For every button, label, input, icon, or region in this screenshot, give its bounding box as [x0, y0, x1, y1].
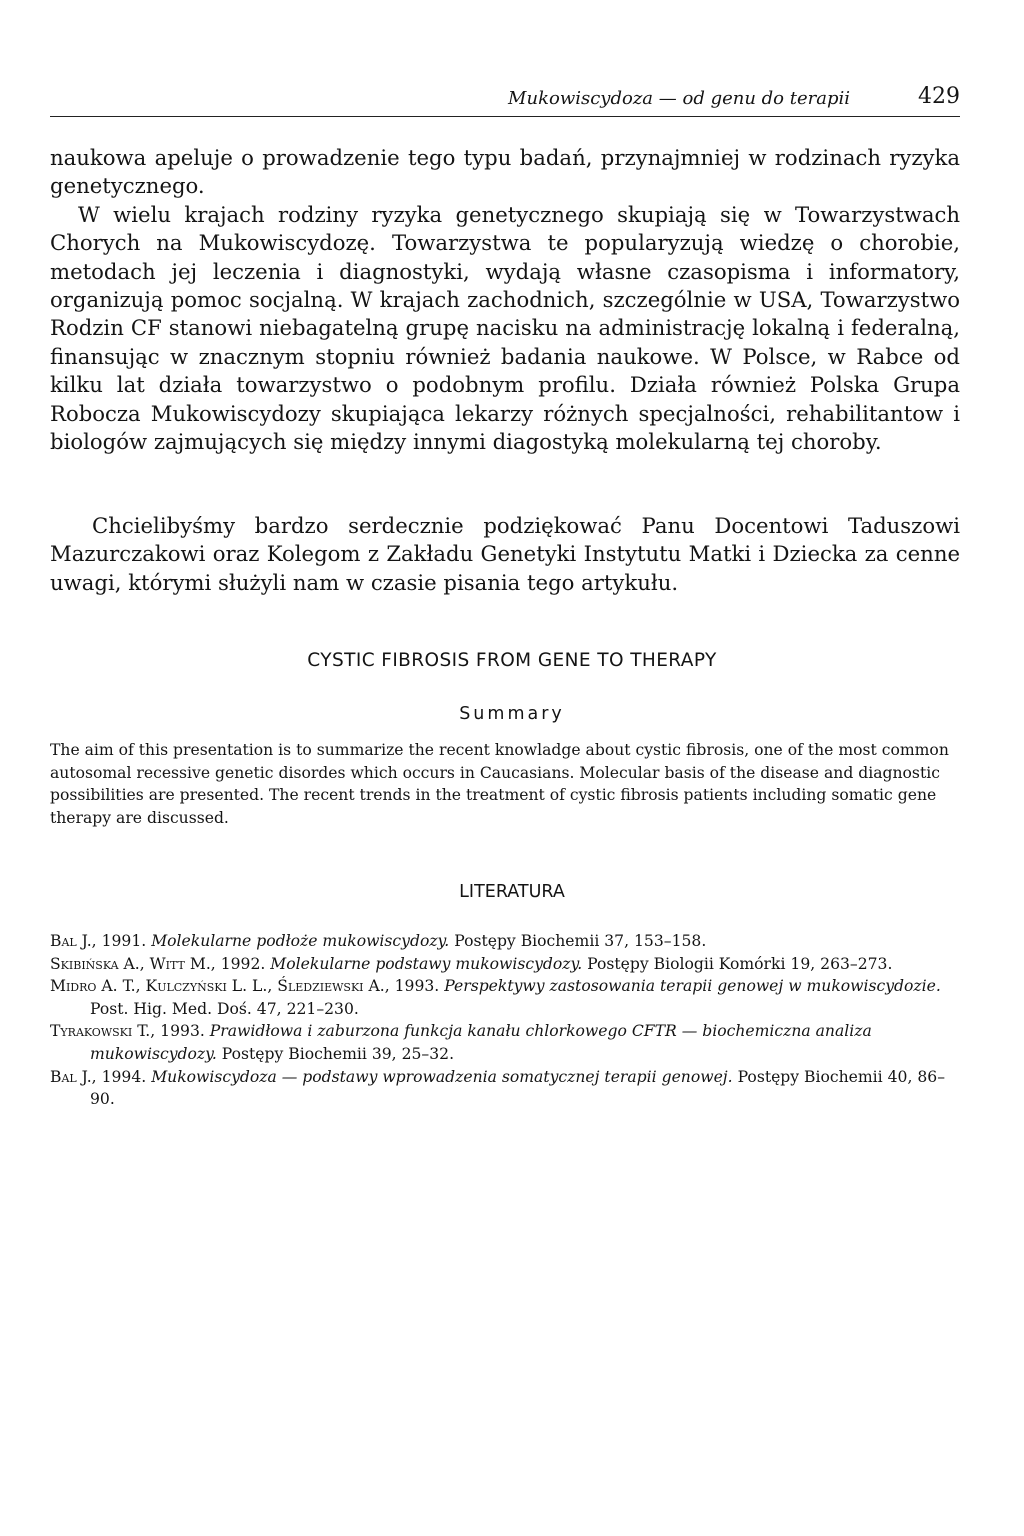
reference-title: Molekularne podstawy mukowiscydozy. [270, 954, 583, 973]
reference-item [50, 930, 965, 953]
running-header [50, 84, 960, 117]
reference-year: , 1991. [91, 932, 152, 950]
body-paragraph: naukowa apeluje o prowadzenie tego typu badań, przynajmniej w rodzinach ryzyka genetycznego. [50, 145, 960, 199]
reference-source: Postępy Biochemii 39, 25–32. [216, 1044, 455, 1063]
reference-list [50, 930, 965, 1111]
reference-title: Mukowiscydoza — podstawy wprowadzenia somatycznej terapii genowej. [151, 1067, 733, 1086]
acknowledgement-paragraph: Chcielibyśmy bardzo serdecznie podziękować Panu Docentowi Taduszowi Mazurczakowi oraz Kolegom z Zakładu Genetyki Instytutu Matki i Dziecka za cenne uwagi, którymi służyli nam w czasie pisania tego artykułu. [50, 513, 960, 595]
reference-authors: Bal J. [50, 932, 92, 950]
reference-item [50, 1020, 965, 1065]
reference-authors: Bal J. [50, 1067, 92, 1086]
summary-text: The aim of this presentation is to summarize the recent knowladge about cystic fibrosis, one of the most common autosomal recessive genetic disordes which occurs in Caucasians. Molecular basis of the disease and diagnostic possibilities are presented. The recent trends in the treatment of cystic fibrosis patients including somatic gene therapy are discussed. [50, 741, 949, 827]
literature-heading: LITERATURA [459, 882, 565, 902]
reference-authors: Tyrakowski T. [50, 1022, 151, 1041]
page-number: 429 [918, 84, 960, 109]
reference-item [50, 953, 965, 976]
reference-title: Perspektywy zastosowania terapii genowej w mukowiscydozie. [444, 977, 941, 996]
reference-title: Molekularne podłoże mukowiscydozy. [151, 932, 450, 950]
reference-year: , 1993. [384, 977, 445, 996]
reference-item [50, 975, 965, 1020]
running-title: Mukowiscydoza — od genu do terapii [508, 88, 850, 109]
reference-source: Postępy Biochemii 40, 86–90. [90, 1067, 946, 1109]
reference-source: Post. Hig. Med. Doś. 47, 221–230. [90, 999, 359, 1018]
english-title: CYSTIC FIBROSIS FROM GENE TO THERAPY [307, 650, 717, 671]
reference-title: Prawidłowa i zaburzona funkcja kanału chlorkowego CFTR — biochemiczna analiza mukowiscydozy. [90, 1022, 872, 1063]
summary-heading: Summary [459, 704, 565, 724]
reference-year: , 1994. [91, 1067, 152, 1086]
reference-authors: Skibińska A., Witt M. [50, 954, 211, 973]
reference-item [50, 1066, 965, 1111]
reference-source: Postępy Biologii Komórki 19, 263–273. [582, 954, 893, 973]
body-text [50, 144, 960, 456]
reference-year: , 1993. [150, 1022, 210, 1041]
reference-year: , 1992. [210, 954, 271, 973]
body-paragraph: W wielu krajach rodziny ryzyka genetycznego skupiają się w Towarzystwach Chorych na Mukowiscydozę. Towarzystwa te popularyzują wiedzę o chorobie, metodach jej leczenia i diagnostyki, wydają własne czasopisma i informatory, organizują pomoc socjalną. W krajach zachodnich, szczególnie w USA, Towarzystwo Rodzin CF stanowi niebagatelną grupę nacisku na administrację lokalną i federalną, finansując w znacznym stopniu również badania naukowe. W Polsce, w Rabce od kilku lat działa towarzystwo o podobnym profilu. Działa również Polska Grupa Robocza Mukowiscydozy skupiająca lekarzy różnych specjalności, rehabilitantow i biologów zajmujących się między innymi diagostyką molekularną tej choroby. [50, 201, 960, 455]
reference-authors: Midro A. T., Kulczyński L. L., Śledziewski A. [50, 977, 385, 996]
reference-source: Postępy Biochemii 37, 153–158. [449, 932, 707, 950]
